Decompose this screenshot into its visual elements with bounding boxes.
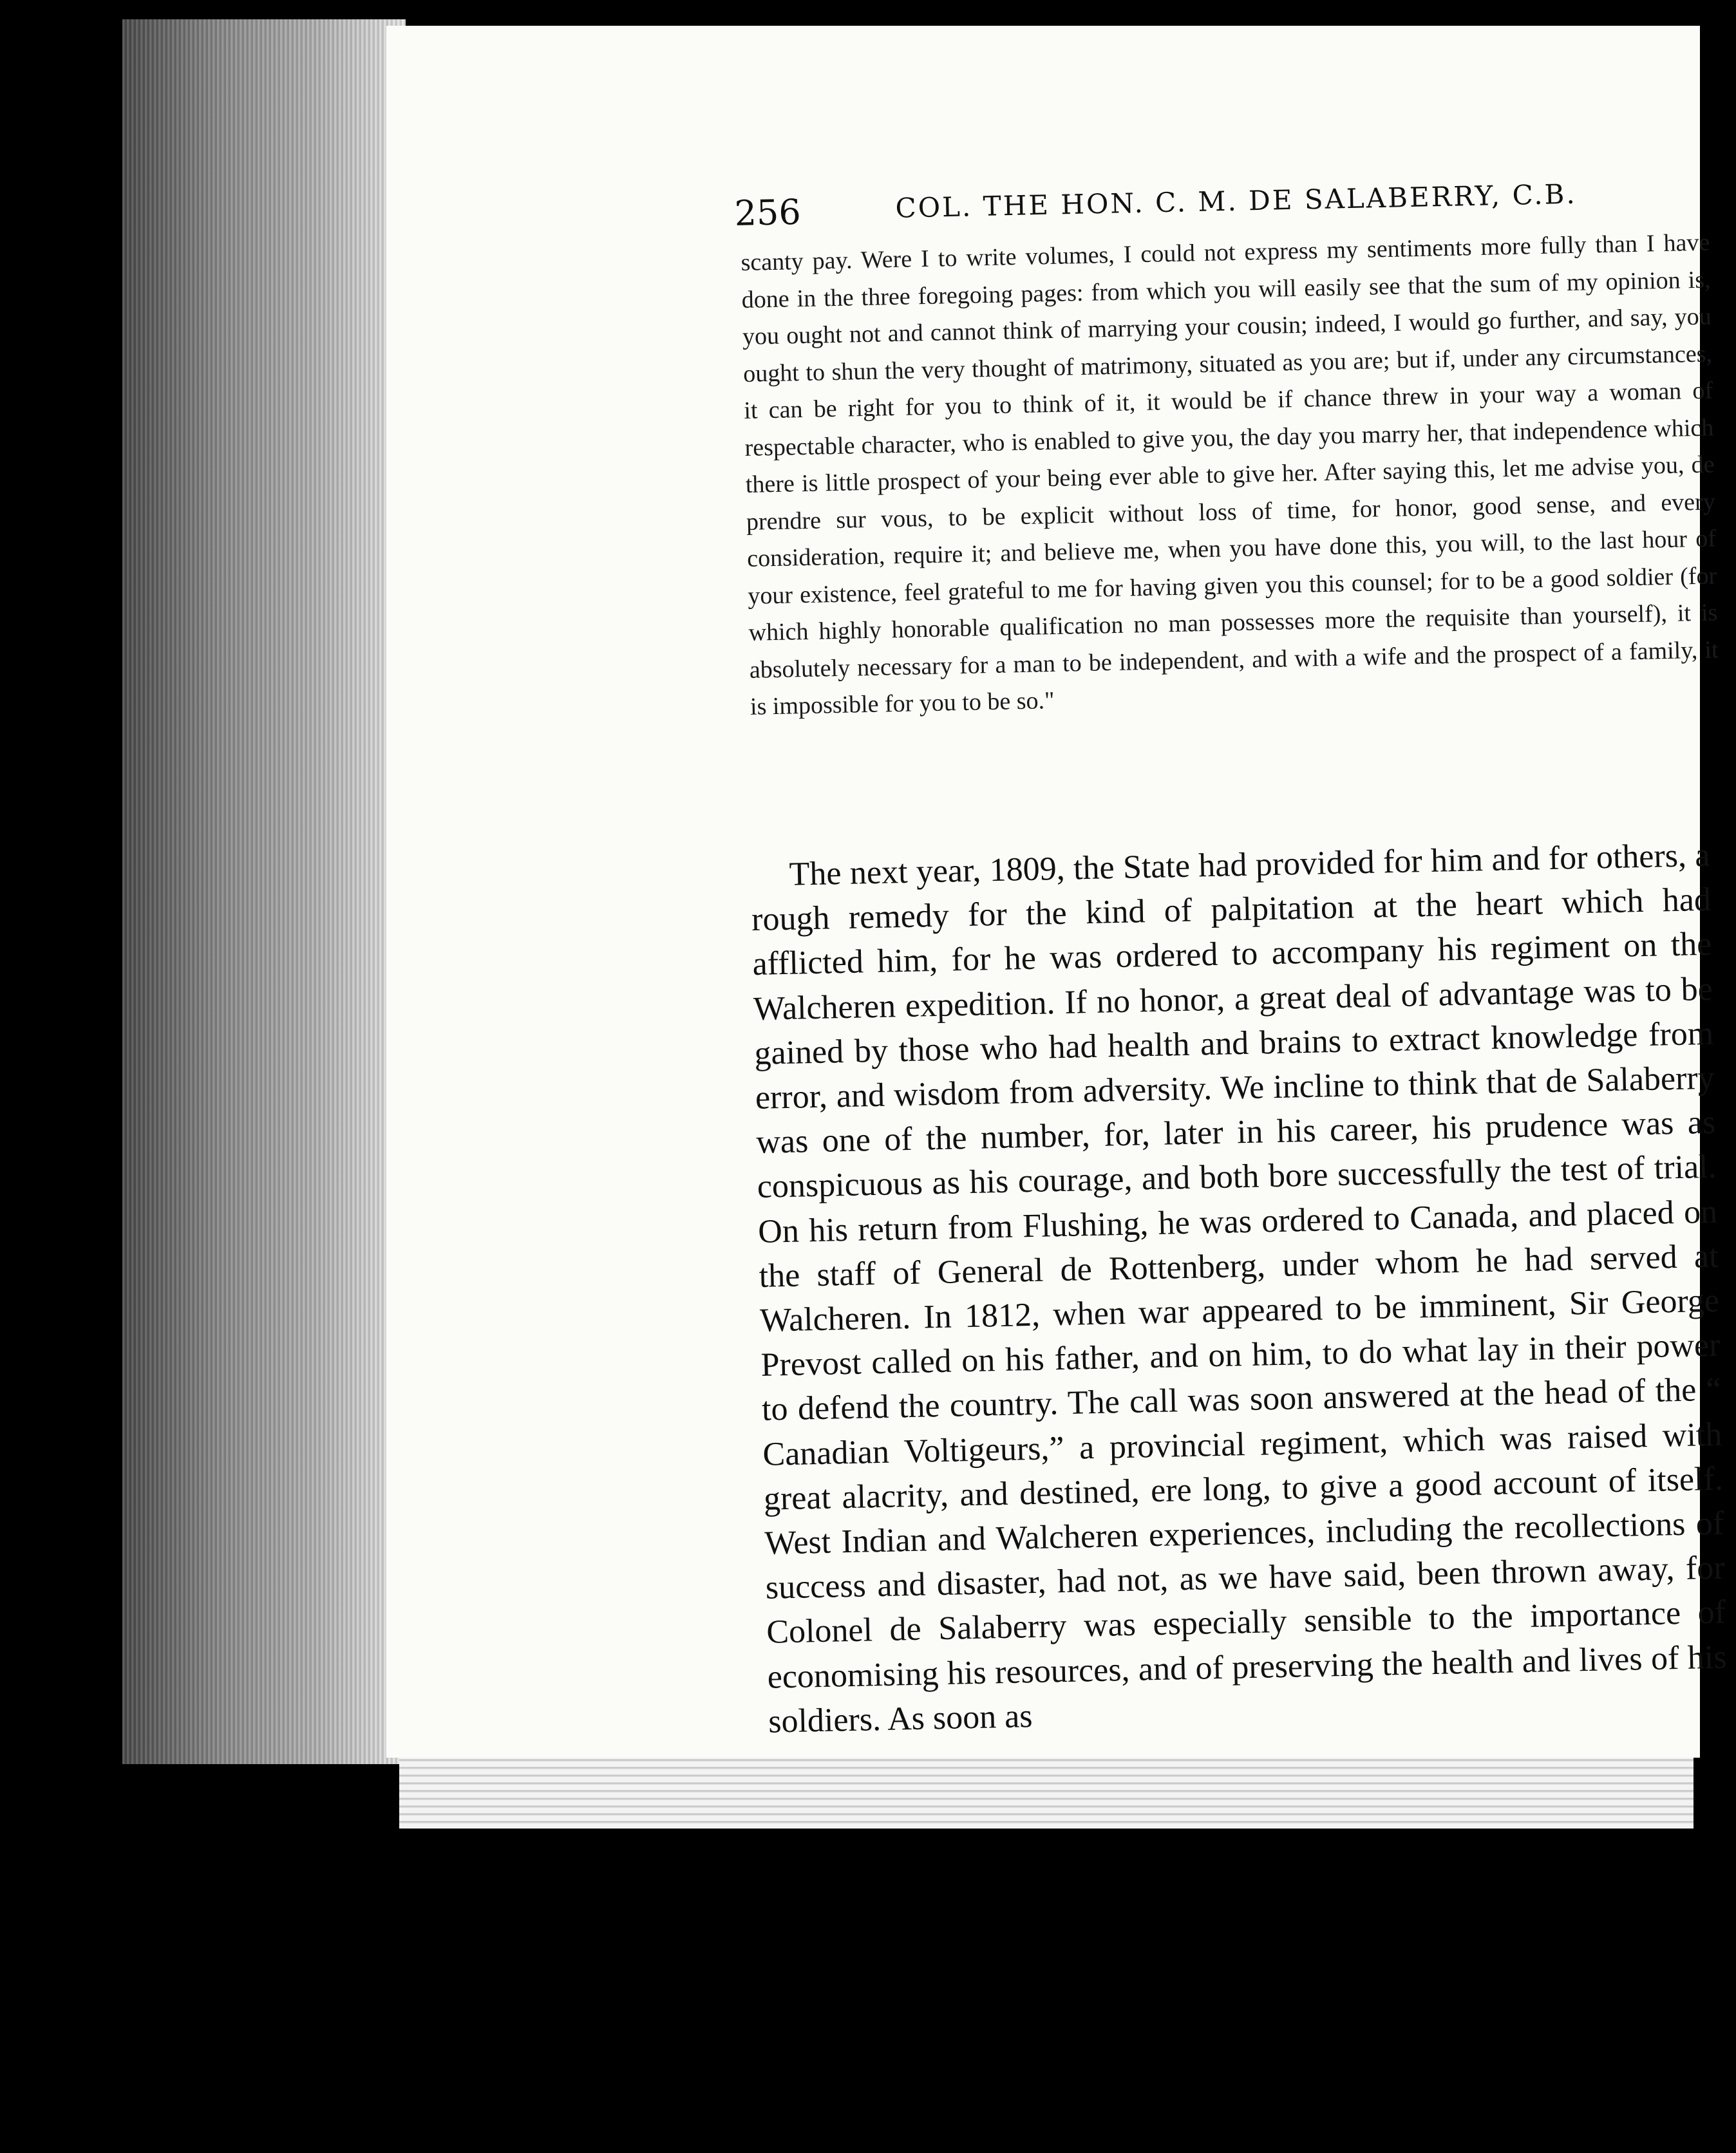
page-number: 256	[734, 191, 802, 234]
narrative-paragraph: The next year, 1809, the State had provided for him and for others, a rough remedy for the kind of palpitation at the heart which had afflicted him, for he was ordered to accompany his regiment on the Walcheren expedition. If no honor, a great deal of advantage was to be gained by those who had health and brains to extract knowledge from error, and wisdom from adversity. We incline to think that de Salaberry was one of the number, for, later in his career, his prudence was as conspicuous as his courage, and both bore successfully the test of trial. On his return from Flushing, he was ordered to Canada, and placed on the staff of General de Rottenberg, under whom he had served at Walcheren. In 1812, when war appeared to be imminent, Sir George Prevost called on his father, and on him, to do what lay in their power to defend the country. The call was soon answered at the head of the “ Canadian Voltigeurs,” a provincial regiment, which was raised with great alacrity, and destined, ere long, to give a good account of itself. West Indian and Walcheren experiences, including the recollections of success and disaster, had not, as we have said, been thrown away, for Colonel de Salaberry was especially sensible to the importance of economising his resources, and of preserving the health and lives of his soldiers. As soon as	[751, 836, 1728, 1740]
letter-paragraph: scanty pay. Were I to write volumes, I could not express my sentiments more fully than I have done in the three foregoing pages: from which you will easily see that the sum of my opinion is, you ought not and cannot think of marrying your cousin; indeed, I would go further, and say, you ought to shun the very thought of matrimony, situated as you are; but if, under any circumstances, it can be right for you to think of it, it would be if chance threw in your way a woman of respectable character, who is enabled to give you, the day you marry her, that independence which there is little prospect of your being ever able to give her. After saying this, let me advise you, de prendre sur vous, to be explicit without loss of time, for honor, good sense, and every consideration, require it; and believe me, when you have done this, you will, to the last hour of your existence, feel grateful to me for having given you this counsel; for to be a good soldier (for which highly honorable qualification no man possesses more the requisite than yourself), it is absolutely necessary for a man to be independent, and with a wife and the prospect of a family, it is impossible for you to be so."	[741, 229, 1719, 720]
running-title: COL. THE HON. C. M. DE SALABERRY, C.B.	[895, 178, 1578, 224]
narrative-text	[750, 833, 1728, 1744]
letter-excerpt	[741, 224, 1719, 726]
book-page-edges	[122, 19, 406, 1764]
